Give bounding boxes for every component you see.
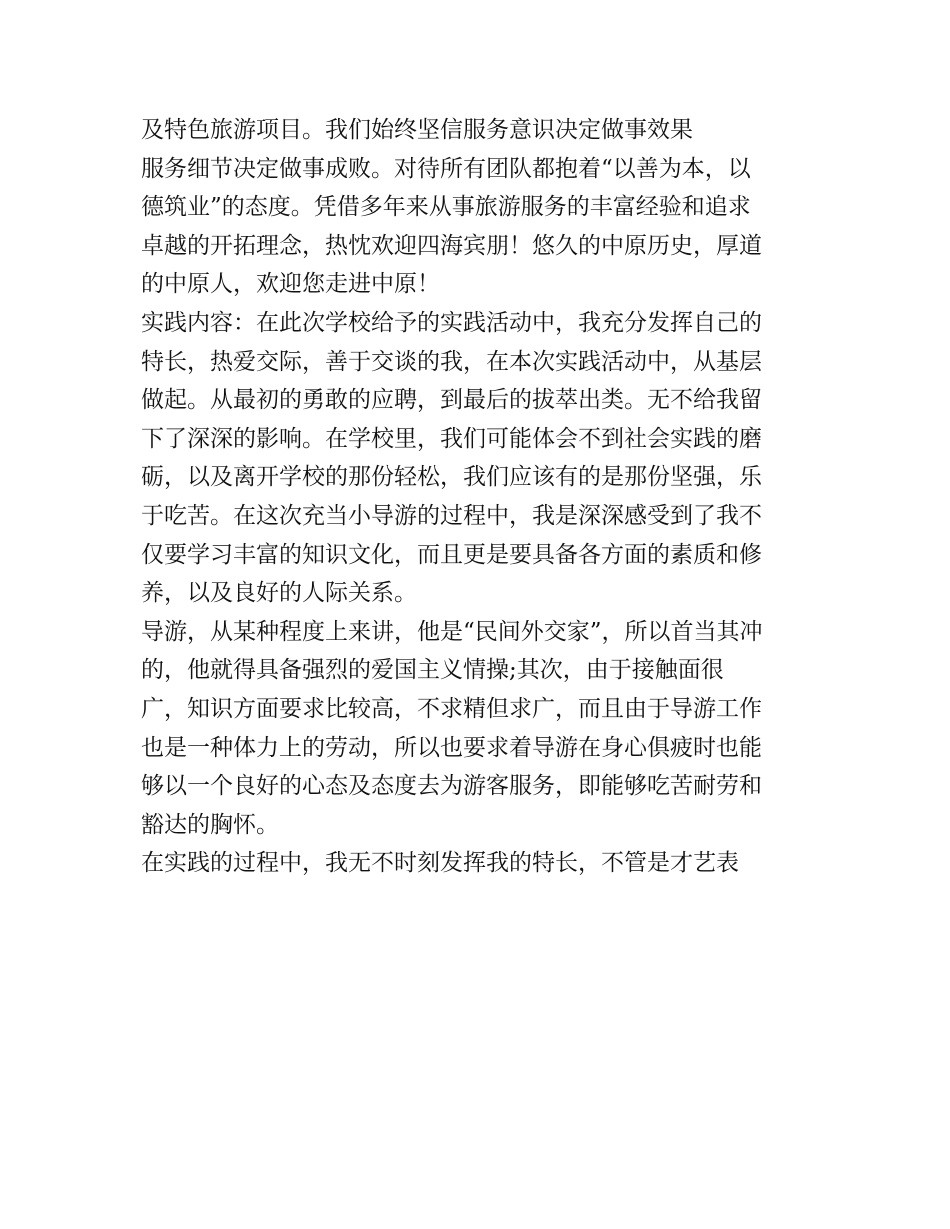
text-line: 德筑业”的态度。凭借多年来从事旅游服务的丰富经验和追求 <box>141 194 751 221</box>
text-line: 的中原人，欢迎您走进中原！ <box>141 271 440 298</box>
text-line: 在实践的过程中，我无不时刻发挥我的特长，不管是才艺表 <box>141 850 739 877</box>
text-line: 养，以及良好的人际关系。 <box>141 580 417 607</box>
text-line: 砺，以及离开学校的那份轻松，我们应该有的是那份坚强，乐 <box>141 464 762 491</box>
text-line: 的，他就得具备强烈的爱国主义情操;其次，由于接触面很 <box>141 657 724 684</box>
document-body <box>141 111 821 883</box>
text-line: 实践内容：在此次学校给予的实践活动中，我充分发挥自己的 <box>141 309 762 336</box>
text-line: 豁达的胸怀。 <box>141 811 279 838</box>
text-line: 于吃苦。在这次充当小导游的过程中，我是深深感受到了我不 <box>141 502 762 529</box>
text-line: 广，知识方面要求比较高，不求精但求广，而且由于导游工作 <box>141 695 762 722</box>
text-line: 及特色旅游项目。我们始终坚信服务意识决定做事效果 <box>141 117 693 143</box>
text-line: 仅要学习丰富的知识文化，而且更是要具备各方面的素质和修 <box>141 541 762 568</box>
text-line: 服务细节决定做事成败。对待所有团队都抱着“以善为本，以 <box>141 155 751 182</box>
text-line: 卓越的开拓理念，热忱欢迎四海宾朋！悠久的中原历史，厚道 <box>141 232 762 259</box>
text-line: 做起。从最初的勇敢的应聘，到最后的拔萃出类。无不给我留 <box>141 387 762 414</box>
text-line: 也是一种体力上的劳动，所以也要求着导游在身心俱疲时也能 <box>141 734 762 761</box>
text-line: 下了深深的影响。在学校里，我们可能体会不到社会实践的磨 <box>141 425 762 452</box>
text-line: 够以一个良好的心态及态度去为游客服务，即能够吃苦耐劳和 <box>141 773 762 800</box>
text-line: 导游，从某种程度上来讲，他是“民间外交家”，所以首当其冲 <box>141 618 763 645</box>
text-line: 特长，热爱交际，善于交谈的我，在本次实践活动中，从基层 <box>141 348 762 375</box>
